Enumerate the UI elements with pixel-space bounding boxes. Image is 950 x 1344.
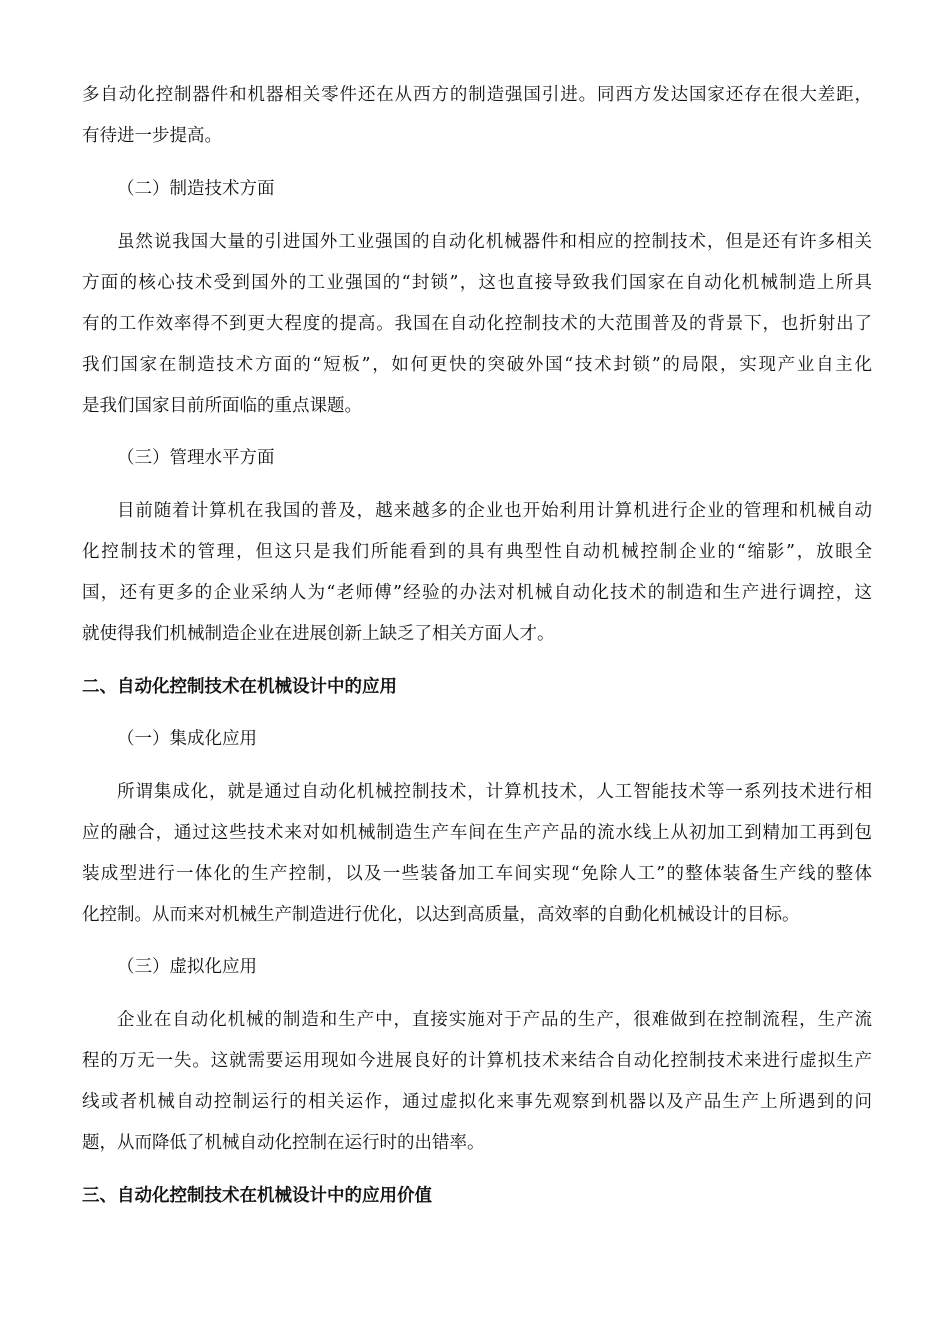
paragraph-line: 是我们国家目前所面临的重点课题。 bbox=[82, 396, 362, 416]
paragraph-line: 就使得我们机械制造企业在进展创新上缺乏了相关方面人才。 bbox=[82, 624, 555, 644]
paragraph-line: 所谓集成化，就是通过自动化机械控制技术，计算机技术，人工智能技术等一系列技术进行相 bbox=[117, 782, 872, 802]
paragraph-line: 目前随着计算机在我国的普及，越来越多的企业也开始利用计算机进行企业的管理和机械自动 bbox=[117, 501, 872, 521]
paragraph-line: 虽然说我国大量的引进国外工业强国的自动化机械器件和相应的控制技术，但是还有许多相关 bbox=[117, 232, 872, 252]
paragraph-line: 多自动化控制器件和机器相关零件还在从西方的制造强国引进。同西方发达国家还存在很大差距， bbox=[82, 85, 872, 105]
paragraph-line: 国，还有更多的企业采纳人为“老师傅”经验的办法对机械自动化技术的制造和生产进行调控，这 bbox=[82, 583, 872, 603]
paragraph-line: 线或者机械自动控制运行的相关运作，通过虚拟化来事先观察到机器以及产品生产上所遇到的问 bbox=[82, 1092, 872, 1112]
subsection-heading-virtualization: （三）虚拟化应用 bbox=[117, 957, 257, 977]
subsection-heading-manufacturing: （二）制造技术方面 bbox=[117, 179, 275, 199]
section-heading-value: 三、自动化控制技术在机械设计中的应用价值 bbox=[82, 1186, 432, 1206]
paragraph-line: 化控制。从而来对机械生产制造进行优化，以达到高质量，高效率的自動化机械设计的目标。 bbox=[82, 905, 800, 925]
paragraph-line: 题，从而降低了机械自动化控制在运行时的出错率。 bbox=[82, 1133, 485, 1153]
paragraph-line: 方面的核心技术受到国外的工业强国的“封锁”，这也直接导致我们国家在自动化机械制造上所具 bbox=[82, 273, 872, 293]
paragraph-line: 企业在自动化机械的制造和生产中，直接实施对于产品的生产，很难做到在控制流程，生产流 bbox=[117, 1010, 872, 1030]
paragraph-line: 有的工作效率得不到更大程度的提高。我国在自动化控制技术的大范围普及的背景下，也折射出了 bbox=[82, 314, 872, 334]
paragraph-line: 有待进一步提高。 bbox=[82, 126, 222, 146]
paragraph-line: 化控制技术的管理，但这只是我们所能看到的具有典型性自动机械控制企业的“缩影”，放眼全 bbox=[82, 542, 872, 562]
subsection-heading-management: （三）管理水平方面 bbox=[117, 448, 275, 468]
paragraph-line: 程的万无一失。这就需要运用现如今进展良好的计算机技术来结合自动化控制技术来进行虚拟生产 bbox=[82, 1051, 872, 1071]
paragraph-line: 装成型进行一体化的生产控制，以及一些装备加工车间实现“免除人工”的整体装备生产线的整体 bbox=[82, 864, 872, 884]
section-heading-application: 二、自动化控制技术在机械设计中的应用 bbox=[82, 677, 397, 697]
subsection-heading-integration: （一）集成化应用 bbox=[117, 729, 257, 749]
paragraph-line: 我们国家在制造技术方面的“短板”，如何更快的突破外国“技术封锁”的局限，实现产业自主化 bbox=[82, 355, 872, 375]
paragraph-line: 应的融合，通过这些技术来对如机械制造生产车间在生产产品的流水线上从初加工到精加工再到包 bbox=[82, 823, 872, 843]
